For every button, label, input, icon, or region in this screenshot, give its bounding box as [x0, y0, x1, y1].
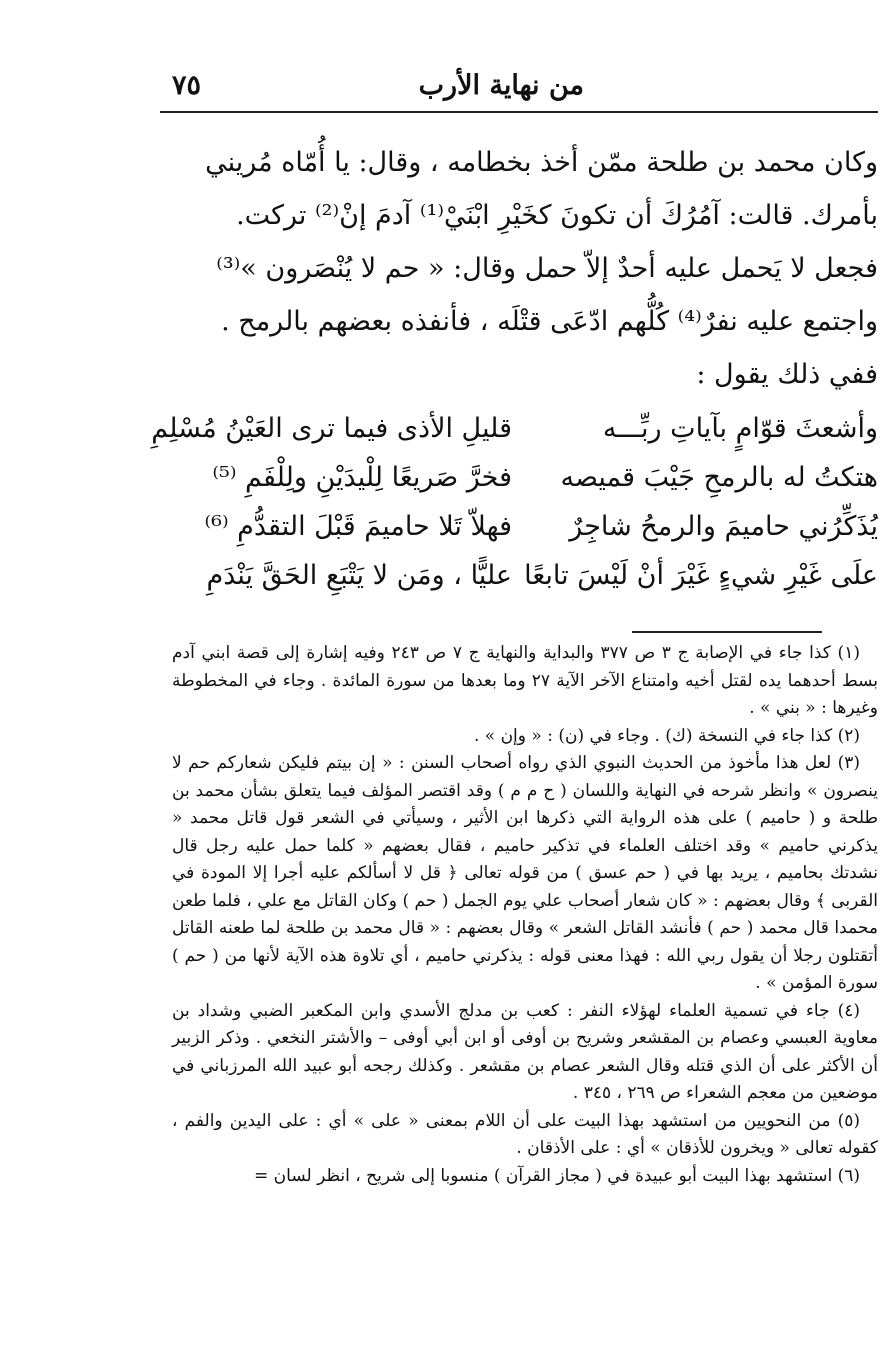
footnotes [172, 640, 878, 1190]
text-line: بأمرك. قالت: آمُرُكَ أن تكونَ كخَيْرِ ابْنَيْ⁽¹⁾ آدمَ إنْ⁽²⁾ تركت. [236, 200, 878, 231]
header-rule [160, 111, 878, 113]
running-header [172, 70, 874, 110]
main-text [172, 136, 878, 401]
verse-second-hemistich: فخرَّ صَريعًا لِلْيدَيْنِ ولِلْفَمِ ⁽⁵⁾ [212, 462, 512, 493]
footnote: (٢) كذا جاء في النسخة (ك) . وجاء في (ن) : « وإن » . [473, 725, 860, 746]
verse-first-hemistich: يُذَكِّرُني حاميمَ والرمحُ شاجِرٌ [569, 511, 878, 542]
verse [151, 404, 878, 453]
text-line: واجتمع عليه نفرٌ⁽⁴⁾ كُلُّهم ادّعَى قتْلَه ، فأنفذه بعضهم بالرمح . [221, 306, 878, 337]
verse [172, 453, 878, 502]
verse-first-hemistich: علَى غَيْرِ شيءٍ غَيْرَ أنْ لَيْسَ تابعًا [524, 560, 878, 591]
page-number: ٧٥ [172, 70, 202, 101]
poem [151, 404, 878, 600]
footnote: (٤) جاء في تسمية العلماء لهؤلاء النفر : كعب بن مدلج الأسدي وابن المكعبر الضبي وشداد بن معاوية العبسي وعصام بن المقشعر وشريح بن أوفى أو ابن أبي أوفى – والأشتر النخعي . وذكر الزبير أن الأكثر على أن الذي قتله وقال الشعر عصام بن مقشعر . وكذلك رجحه أبو عبيد الله المرزباني في موضعين من معجم الشعراء ص ٢٦٩ ، ٣٤٥ . [172, 1000, 878, 1103]
verse-first-hemistich: وأشعثَ قوّامٍ بآياتِ ربِّـــه [602, 413, 878, 444]
text-line: فجعل لا يَحمل عليه أحدٌ إلاّ حمل وقال: « حم لا يُنْصَرون »⁽³⁾ [216, 253, 878, 284]
footnote-rule [632, 631, 822, 633]
verse-second-hemistich: عليًّا ، ومَن لا يَتْبَعِ الحَقَّ يَنْدَمِ [206, 560, 512, 591]
footnote: (٥) من النحويين من استشهد بهذا البيت على أن اللام بمعنى « على » أي : على اليدين والفم ، كقوله تعالى « ويخرون للأذقان » أي : على الأذقان . [172, 1110, 878, 1158]
footnote: (١) كذا جاء في الإصابة ج ٣ ص ٣٧٧ والبداية والنهاية ج ٧ ص ٢٤٣ وفيه إشارة إلى قصة ابني آدم بسط أحدهما يده لقتل أخيه وامتناع الآخر الآية ٢٧ وما بعدها من سورة المائدة . وجاء في المخطوطة وغيرها : « بني » . [172, 643, 878, 718]
text-line: وكان محمد بن طلحة ممّن أخذ بخطامه ، وقال: يا أُمّاه مُريني [205, 147, 878, 178]
footnote: (٦) استشهد بهذا البيت أبو عبيدة في ( مجاز القرآن ) منسوبا إلى شريح ، انظر لسان = [254, 1165, 860, 1186]
footnote: (٣) لعل هذا مأخوذ من الحديث النبوي الذي رواه أصحاب السنن : « إن بيتم فليكن شعاركم حم لا ينصرون » وانظر شرحه في النهاية واللسان ( ح م م ) وقد اقتصر المؤلف فيما يتعلق بشأن محمد بن طلحة و ( حاميم ) على هذه الرواية التي ذكرها ابن الأثير ، وسيأتي في الشعر قول قاتل محمد « يذكرني حاميم » وقد اختلف العلماء في تذكير حاميم ، فقال بعضهم « كلما حمل عليه رجل قال نشدتك بحاميم ، يريد بها في ( حم عسق ) من قوله تعالى ﴿ قل لا أسألكم عليه أجرا إلا المودة في القربى ﴾ وقال بعضهم : « كان شعار أصحاب علي يوم الجمل ( حم ) وكان القاتل مع علي ، فلما طعن محمدا قال محمد ( حم ) فأنشد القاتل الشعر » وقال بعضهم : « قال محمد بن طلحة لما طعنه القاتل أتقتلون رجلا أن يقول ربي الله : فهذا معنى قوله : يذكرني حاميم ، أي تلاوة هذه الآية لأنها من ( حم ) سورة المؤمن » . [172, 753, 878, 993]
text-line: ففي ذلك يقول : [696, 359, 878, 390]
verse-first-hemistich: هتكتُ له بالرمحِ جَيْبَ قميصه [560, 462, 878, 493]
verse-second-hemistich: فهلاّ تَلا حاميمَ قَبْلَ التقدُّمِ ⁽⁶⁾ [204, 511, 512, 542]
running-title: من نهاية الأرب [418, 70, 584, 101]
verse [172, 551, 878, 600]
verse-second-hemistich: قليلِ الأذى فيما ترى العَيْنُ مُسْلِمِ [151, 413, 512, 444]
verse [172, 502, 878, 551]
